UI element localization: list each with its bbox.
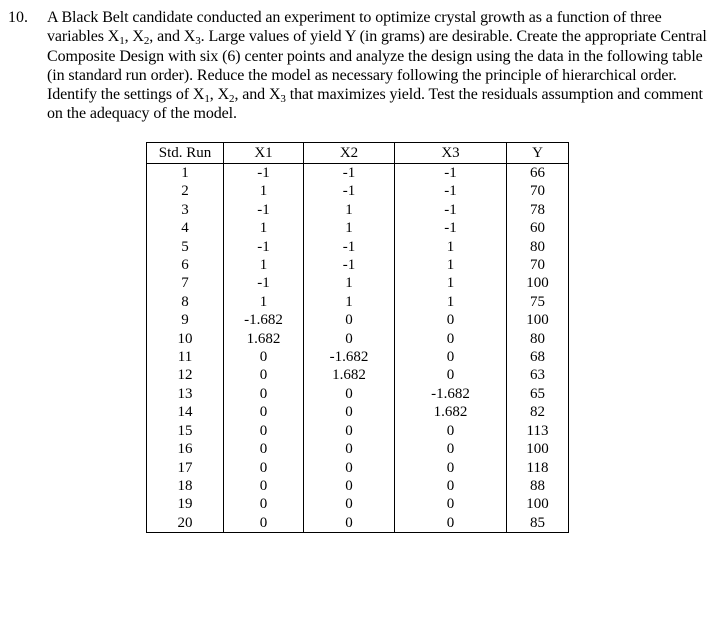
cell-std-run: 20 [147,514,224,533]
text-segment: , X [209,86,230,104]
cell-x2: 1.682 [304,366,395,384]
cell-x1: 1 [224,256,304,274]
header-x3: X3 [395,143,507,164]
cell-y: 88 [507,477,569,495]
subscript: 1 [204,93,210,106]
cell-y: 100 [507,440,569,458]
cell-y: 78 [507,201,569,219]
cell-y: 118 [507,459,569,477]
cell-std-run: 5 [147,238,224,256]
cell-x3: 0 [395,495,507,513]
header-std-run: Std. Run [147,143,224,164]
cell-x2: -1 [304,182,395,200]
table-body [147,164,569,533]
table-row [147,422,569,440]
cell-x3: 0 [395,348,507,366]
cell-x3: 0 [395,330,507,348]
cell-x1: -1 [224,274,304,292]
header-x2: X2 [304,143,395,164]
cell-x2: 1 [304,274,395,292]
cell-std-run: 14 [147,403,224,421]
cell-x2: 0 [304,477,395,495]
data-table-wrapper [146,142,569,533]
cell-x3: 0 [395,477,507,495]
cell-y: 65 [507,385,569,403]
cell-x3: 0 [395,366,507,384]
cell-x3: 0 [395,311,507,329]
cell-std-run: 15 [147,422,224,440]
table-row [147,385,569,403]
cell-std-run: 7 [147,274,224,292]
cell-y: 80 [507,238,569,256]
cell-x2: 0 [304,403,395,421]
cell-x1: 0 [224,459,304,477]
cell-y: 100 [507,495,569,513]
cell-x2: 0 [304,514,395,533]
cell-x3: 1 [395,274,507,292]
cell-x3: 1 [395,293,507,311]
problem-text [47,8,714,124]
table-row [147,238,569,256]
cell-std-run: 6 [147,256,224,274]
cell-x1: 1 [224,293,304,311]
cell-std-run: 4 [147,219,224,237]
cell-std-run: 17 [147,459,224,477]
cell-std-run: 19 [147,495,224,513]
cell-x1: 1 [224,182,304,200]
text-segment: A Black Belt candidate conducted an experiment to optimize crystal growth as a function of three variables X [47,9,662,46]
cell-y: 80 [507,330,569,348]
table-row [147,219,569,237]
cell-y: 113 [507,422,569,440]
text-segment: , and X [149,28,196,46]
problem-number: 10. [8,9,28,26]
cell-std-run: 11 [147,348,224,366]
cell-y: 75 [507,293,569,311]
cell-x2: 0 [304,440,395,458]
cell-x3: 0 [395,422,507,440]
table-row [147,403,569,421]
cell-x1: -1 [224,238,304,256]
table-row [147,366,569,384]
cell-std-run: 3 [147,201,224,219]
cell-x1: 1 [224,219,304,237]
cell-x3: 0 [395,459,507,477]
cell-y: 100 [507,274,569,292]
cell-x3: 1.682 [395,403,507,421]
cell-x1: 0 [224,495,304,513]
cell-x2: 1 [304,201,395,219]
cell-x2: -1 [304,164,395,183]
cell-x2: 0 [304,422,395,440]
cell-x3: 1 [395,256,507,274]
cell-x1: 0 [224,385,304,403]
cell-x3: -1 [395,164,507,183]
cell-std-run: 8 [147,293,224,311]
header-x1: X1 [224,143,304,164]
cell-x1: 0 [224,348,304,366]
cell-y: 68 [507,348,569,366]
cell-std-run: 16 [147,440,224,458]
cell-x1: -1 [224,164,304,183]
cell-x1: -1.682 [224,311,304,329]
cell-x3: 0 [395,440,507,458]
text-segment: that maximizes yield. Test the residuals assumption and comment on the adequacy of the model. [47,86,703,123]
table-row [147,459,569,477]
cell-x1: 0 [224,403,304,421]
table-row [147,164,569,183]
cell-y: 100 [507,311,569,329]
subscript: 3 [195,35,201,48]
table-row [147,274,569,292]
cell-x3: -1 [395,201,507,219]
cell-x2: 1 [304,293,395,311]
cell-x1: 0 [224,440,304,458]
cell-x3: -1 [395,219,507,237]
table-header-row [147,143,569,164]
cell-y: 63 [507,366,569,384]
cell-x3: -1 [395,182,507,200]
cell-x2: 0 [304,311,395,329]
table-row [147,182,569,200]
table-row [147,348,569,366]
table-row [147,514,569,533]
header-y: Y [507,143,569,164]
cell-std-run: 2 [147,182,224,200]
cell-x2: 0 [304,385,395,403]
subscript: 2 [143,35,150,48]
cell-x3: 1 [395,238,507,256]
text-segment: , and X [234,86,281,104]
cell-std-run: 13 [147,385,224,403]
table-row [147,256,569,274]
cell-std-run: 18 [147,477,224,495]
table-row [147,293,569,311]
cell-x2: -1.682 [304,348,395,366]
subscript: 2 [229,93,235,106]
table-row [147,311,569,329]
cell-std-run: 9 [147,311,224,329]
cell-x3: 0 [395,514,507,533]
table-row [147,495,569,513]
cell-x1: 1.682 [224,330,304,348]
cell-x1: -1 [224,201,304,219]
cell-y: 70 [507,182,569,200]
table-row [147,440,569,458]
cell-x3: -1.682 [395,385,507,403]
subscript: 3 [280,93,286,106]
table-row [147,477,569,495]
table-row [147,201,569,219]
cell-std-run: 10 [147,330,224,348]
cell-y: 66 [507,164,569,183]
cell-x2: 0 [304,459,395,477]
subscript: 1 [119,35,125,48]
cell-x2: -1 [304,256,395,274]
cell-y: 60 [507,219,569,237]
cell-x1: 0 [224,477,304,495]
cell-std-run: 1 [147,164,224,183]
problem-statement [8,8,714,124]
cell-x2: 0 [304,495,395,513]
cell-y: 70 [507,256,569,274]
text-segment: , X [124,28,144,46]
cell-std-run: 12 [147,366,224,384]
cell-x2: 0 [304,330,395,348]
cell-y: 85 [507,514,569,533]
cell-x1: 0 [224,366,304,384]
cell-x1: 0 [224,514,304,533]
design-data-table [146,142,569,533]
text-segment: . Large values of yield Y (in grams) are desirable. Create the appropriate Central Composite Design with six (6) center points and analyze the design using the data in the following table (in standard run order). Reduce the model as necessary following the principle of hierarchical order. Identify the settings of X [47,28,707,104]
table-row [147,330,569,348]
cell-x2: 1 [304,219,395,237]
cell-x2: -1 [304,238,395,256]
cell-x1: 0 [224,422,304,440]
cell-y: 82 [507,403,569,421]
